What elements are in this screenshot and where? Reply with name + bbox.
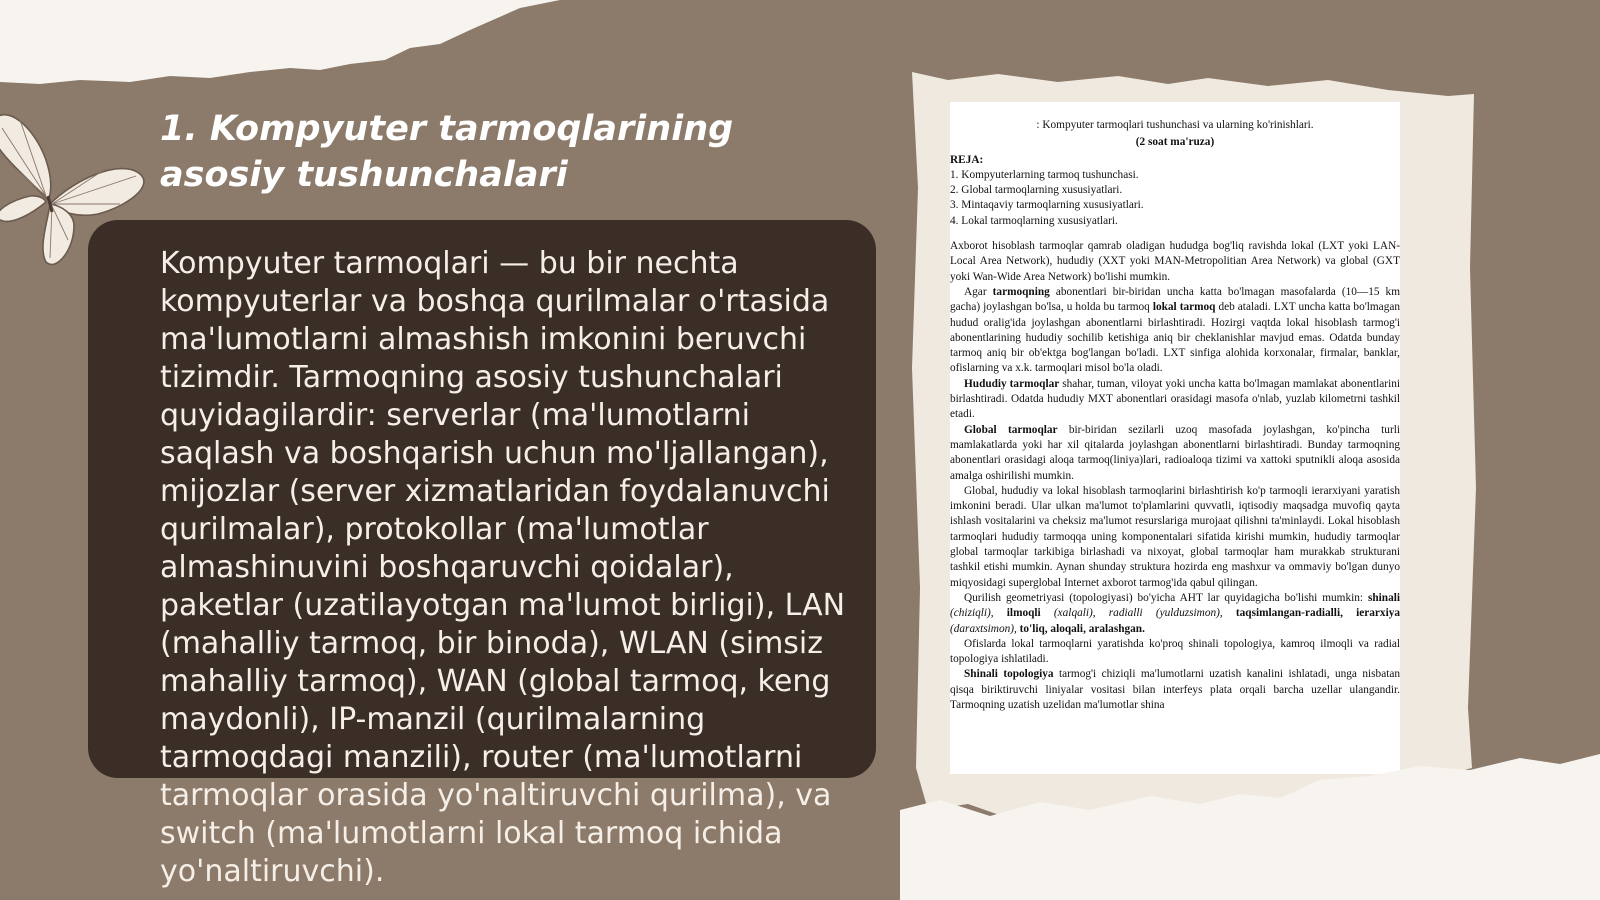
plan-item: 4. Lokal tarmoqlarning xususiyatlari.	[950, 214, 1118, 227]
paragraph-intro: Axborot hisoblash tarmoqlar qamrab oladigan hududga bog'liq ravishda lokal (LXT yoki LAN-Local Area Network), hududiy (XXT yoki MAN-Metropolitian Area Network) va global (GXT yoki Wan-Wide Area Network) bo'lishi mumkin.	[950, 240, 1400, 283]
paragraph-hierarchy: Global, hududiy va lokal hisoblash tarmoqlarini birlashtirish ko'p tarmoqli ierarxiyani yaratish imkonini beradi. Ular ulkan ma'lumot to'plamlarini quvvatli, iqtisodiy maqsadga muvofiq qayta ishlash vositalarini va cheksiz ma'lumot resurslariga murojaat qilishni ta'minlaydi. Lokal hisoblash tarmoqlari hududiy tarmoqqa uning komponentalari sifatida kirishi mumkin, hududiy tarmoqlar global tarmoqlar tarkibiga birlashadi va nixoyat, global tarmoqlar ham murakkab strukturani tashkil etishi mumkin. Aynan shunday struktura hozirda eng mashxur va ommaviy bo'lgan dunyo miqyosidagi superglobal Internet axborot tarmog'ida qabul qilingan.	[950, 484, 1400, 589]
plan-label: REJA:	[950, 153, 984, 166]
torn-paper-bottom	[900, 740, 1600, 900]
paragraph-offices: Ofislarda lokal tarmoqlarni yaratishda ko'proq shinali topologiya, kamroq ilmoqli va radial topologiya ishlatiladi.	[950, 637, 1400, 666]
document-title: : Kompyuter tarmoqlari tushunchasi va ularning ko'rinishlari.	[1036, 119, 1314, 131]
plan-item: 1. Kompyuterlarning tarmoq tushunchasi.	[950, 168, 1139, 181]
body-text: Kompyuter tarmoqlari — bu bir nechta kompyuterlar va boshqa qurilmalar o'rtasida ma'lumotlarni almashish imkonini beruvchi tizimdir. Tarmoqning asosiy tushunchalari quyidagilardir: serverlar (ma'lumotlarni saqlash va boshqarish uchun mo'ljallangan), mijozlar (server xizmatlaridan foydalanuvchi qurilmalar), protokollar (ma'lumotlar almashinuvini boshqaruvchi qoidalar), paketlar (uzatilayotgan ma'lumot birligi), LAN (mahalliy tarmoq, bir binoda), WLAN (simsiz mahalliy tarmoq), WAN (global tarmoq, keng maydonli), IP-manzil (qurilmalarning tarmoqdagi manzili), router (ma'lumotlarni tarmoqlar orasida yo'naltiruvchi qurilma), va switch (ma'lumotlarni lokal tarmoq ichida yo'naltiruvchi).	[160, 246, 846, 889]
paragraph-bus-topology: Shinali topologiya tarmog'i chiziqli ma'lumotlarni uzatish kanalini ishlatadi, unga nisbatan qisqa biriktiruvchi liniyalar vositasi bilan interfeys plata orqali barcha uzellar ulangandir. Tarmoqning uzatish uzelidan ma'lumotlar shina	[950, 668, 1400, 711]
slide-title: 1. Kompyuter tarmoqlarining asosiy tushunchalari	[160, 109, 734, 195]
paragraph-global: Global tarmoqlar bir-biridan sezilarli uzoq masofada joylashgan, ko'pincha turli mamlakatlarda yoki har xil qitalarda joylashgan abonentlarni birlashtiradi. Bunday tarmoqning abonentlari orasidagi aloqa tarmoq(liniya)lari, radioaloqa tizimi va xattoki sputnikli aloqa asosida amalga oshirilishi mumkin.	[950, 423, 1400, 482]
plan-item: 3. Mintaqaviy tarmoqlarning xususiyatlari.	[950, 199, 1144, 212]
paragraph-lokal: Agar tarmoqning abonentlari bir-biridan uncha katta bo'lmagan masofalarda (10—15 km gacha) joylashgan bo'lsa, u holda bu tarmoq lokal tarmoq deb ataladi. LXT uncha katta bo'lmagan hudud oralig'ida joylashgan abonentlarni birlashtiradi. Hozirgi vaqtda lokal hisoblash tarmog'i abonentlarining hududiy sochilib ketishiga aniq bir cheklanishlar mavjud emas. Odatda bunday tarmoq aniq bir ob'ektga bog'langan bo'ladi. LXT sinfiga alohida korxonalar, firmalar, banklar, ofislarning va x.k. tarmoqlari misol bo'la oladi.	[950, 285, 1400, 375]
plan-item: 2. Global tarmoqlarning xususiyatlari.	[950, 184, 1123, 197]
plan-list	[950, 168, 1400, 229]
document-page	[950, 102, 1400, 774]
paragraph-topology: Qurilish geometriyasi (topologiyasi) bo'yicha AHT lar quyidagicha bo'lishi mumkin: shinali (chiziqli), ilmoqli (xalqali), radialli (yulduzsimon), taqsimlangan-radialli, ierarxiya (daraxtsimon), to'liq, aloqali, aralashgan.	[950, 591, 1400, 635]
paragraph-hududiy: Hududiy tarmoqlar shahar, tuman, viloyat yoki uncha katta bo'lmagan mamlakat abonentlarini birlashtiradi. Odatda hududiy MXT abonentlari orasidagi masofa o'nlab, yuzlab kilometrni tashkil etadi.	[950, 377, 1400, 421]
document-subtitle: (2 soat ma'ruza)	[1135, 136, 1215, 149]
